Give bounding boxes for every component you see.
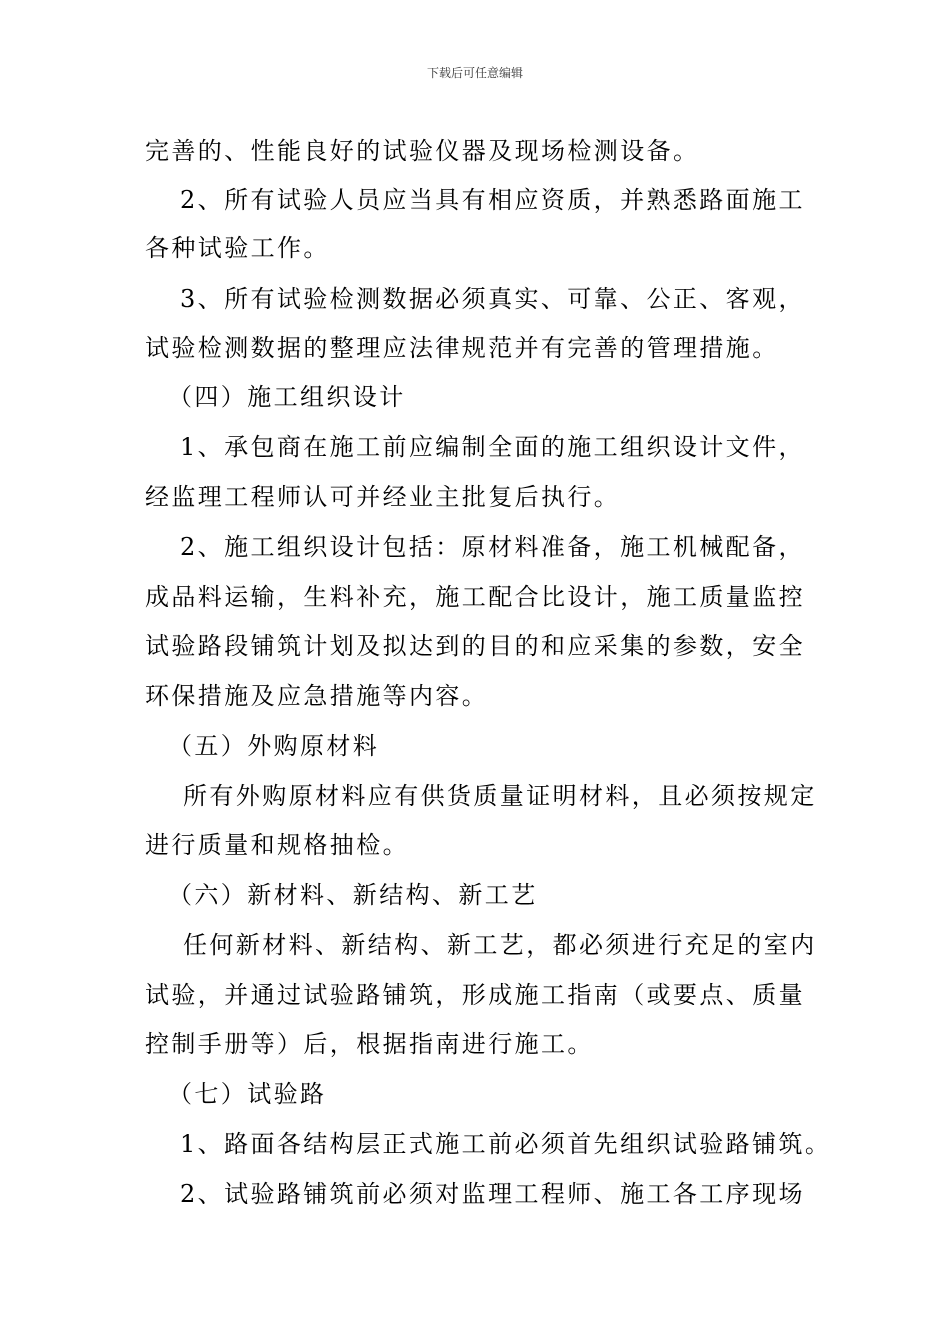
section-heading: （四）施工组织设计 (168, 383, 406, 411)
body-line: 完善的、性能良好的试验仪器及现场检测设备。 (145, 137, 700, 165)
body-line: 任何新材料、新结构、新工艺，都必须进行充足的室内 (183, 931, 817, 959)
section-heading: （六）新材料、新结构、新工艺 (168, 881, 538, 909)
section-heading: （七）试验路 (168, 1080, 327, 1108)
page-header: 下载后可任意编辑 (426, 66, 523, 80)
body-line: 3、所有试验检测数据必须真实、可靠、公正、客观， (180, 285, 805, 313)
body-line: 试验，并通过试验路铺筑，形成施工指南（或要点、质量 (145, 981, 805, 1009)
body-line: 环保措施及应急措施等内容。 (145, 682, 489, 710)
body-line: 进行质量和规格抽检。 (145, 831, 409, 859)
body-line: 试验检测数据的整理应法律规范并有完善的管理措施。 (145, 334, 779, 362)
body-line: 2、试验路铺筑前必须对监理工程师、施工各工序现场 (180, 1180, 805, 1208)
body-line: 2、施工组织设计包括：原材料准备，施工机械配备， (180, 533, 805, 561)
section-heading: （五）外购原材料 (168, 732, 380, 760)
body-line: 成品料运输，生料补充，施工配合比设计，施工质量监控 (145, 583, 805, 611)
body-line: 所有外购原材料应有供货质量证明材料，且必须按规定 (183, 782, 817, 810)
body-line: 控制手册等）后，根据指南进行施工。 (145, 1030, 594, 1058)
body-line: 1、路面各结构层正式施工前必须首先组织试验路铺筑。 (180, 1130, 832, 1158)
body-line: 试验路段铺筑计划及拟达到的目的和应采集的参数，安全 (145, 632, 805, 660)
body-line: 1、承包商在施工前应编制全面的施工组织设计文件， (180, 433, 805, 461)
body-line: 经监理工程师认可并经业主批复后执行。 (145, 483, 621, 511)
body-line: 2、所有试验人员应当具有相应资质，并熟悉路面施工 (180, 186, 805, 214)
body-line: 各种试验工作。 (145, 234, 330, 262)
